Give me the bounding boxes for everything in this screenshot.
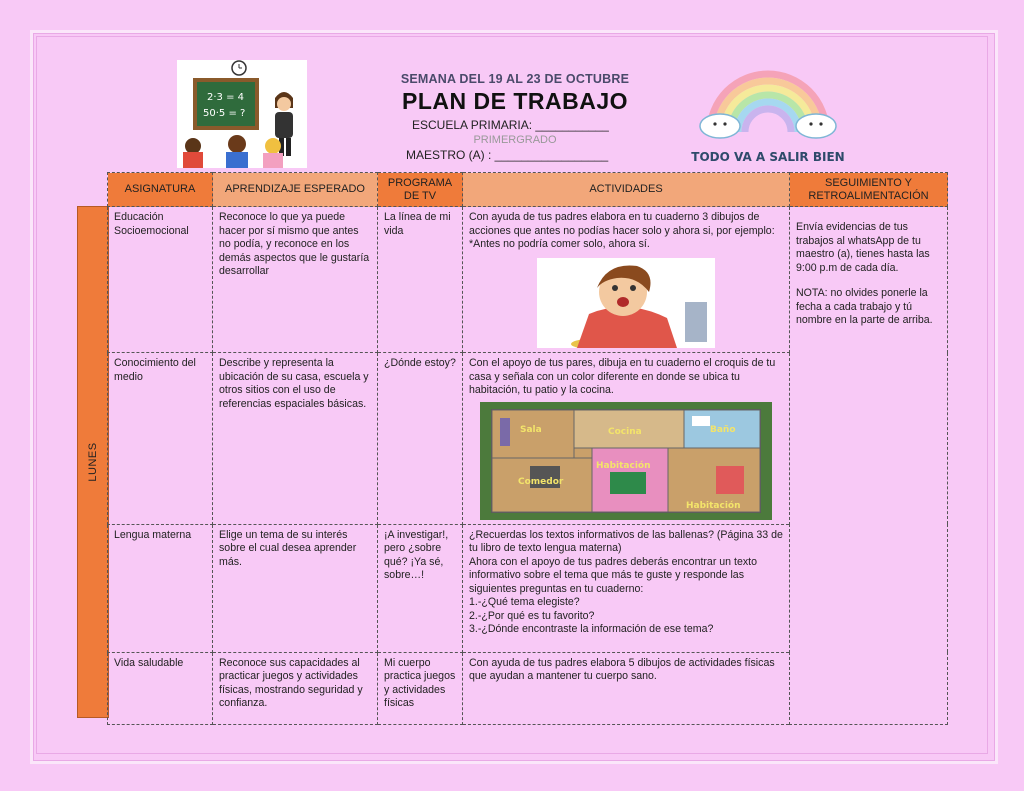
question-3: 3.-¿Dónde encontraste la información de ese tema? [469, 623, 714, 635]
header-subject: ASIGNATURA [108, 173, 213, 207]
learning-cell: Elige un tema de su interés sobre el cual desea aprender más. [213, 524, 378, 652]
activity-cell [463, 353, 790, 525]
followup-note: NOTA: no olvides ponerle la fecha a cada trabajo y tú nombre en la parte de arriba. [796, 287, 933, 326]
header-activities: ACTIVIDADES [463, 173, 790, 207]
house-floorplan [480, 402, 772, 520]
followup-cell [790, 207, 948, 725]
plan-table [107, 172, 948, 725]
tv-cell: La línea de mi vida [378, 207, 463, 353]
learning-cell: Reconoce sus capacidades al practicar juegos y actividades físicas, mostrando seguridad y confianza. [213, 652, 378, 724]
school-field: ESCUELA PRIMARIA: ___________ [412, 118, 609, 132]
subject-cell: Educación Socioemocional [108, 207, 213, 353]
page-title: PLAN DE TRABAJO [401, 88, 628, 114]
tv-cell: ¡A investigar!, pero ¿sobre qué? ¡Ya sé, sobre…! [378, 524, 463, 652]
activity-cell [463, 652, 790, 724]
header-tv: PROGRAMA DE TV [378, 173, 463, 207]
board-line-1: 2·3 = 4 [207, 92, 245, 103]
grade-label: PRIMERGRADO [473, 134, 557, 146]
rainbow-logo [688, 60, 848, 168]
teacher-field: MAESTRO (A) : _________________ [406, 148, 609, 162]
day-sidebar [77, 206, 109, 718]
logo-text: TODO VA A SALIR BIEN [691, 150, 845, 164]
tv-cell: ¿Dónde estoy? [378, 353, 463, 525]
activity-text: ¿Recuerdas los textos informativos de las ballenas? (Página 33 de tu libro de texto lengua materna) [469, 528, 783, 554]
classroom-illustration [177, 60, 307, 168]
header-learning: APRENDIZAJE ESPERADO [213, 173, 378, 207]
room-label: Baño [710, 424, 736, 435]
document-header [380, 72, 650, 162]
activity-cell [463, 524, 790, 652]
room-label: Comedor [518, 476, 564, 487]
question-2: 2.-¿Por qué es tu favorito? [469, 609, 595, 622]
header-followup: SEGUIMIENTO Y RETROALIMENTACIÓN [790, 173, 948, 207]
activity-text: Con ayuda de tus padres elabora en tu cuaderno 3 dibujos de acciones que antes no podías hacer solo y ahora si, por ejemplo: [469, 211, 775, 237]
subject-cell: Conocimiento del medio [108, 353, 213, 525]
activity-cell [463, 207, 790, 353]
table-row [108, 207, 948, 353]
subject-cell: Vida saludable [108, 652, 213, 724]
activity-example: *Antes no podría comer solo, ahora sí. [469, 238, 650, 250]
room-label: Sala [520, 424, 542, 435]
day-label: LUNES [87, 442, 99, 482]
room-label: Habitación [686, 500, 741, 511]
activity-text: Con ayuda de tus padres elabora 5 dibujos de actividades físicas que ayudan a mantener tu cuerpo sano. [469, 656, 775, 682]
question-1: 1.-¿Qué tema elegiste? [469, 596, 580, 608]
activity-instructions: Ahora con el apoyo de tus padres deberás encontrar un texto informativo sobre el tema que más te guste y responde las siguientes preguntas en tu cuaderno: [469, 555, 757, 595]
learning-cell: Describe y representa la ubicación de su casa, escuela y otros sitios con el uso de referencias espaciales básicas. [213, 353, 378, 525]
week-label: SEMANA DEL 19 AL 23 DE OCTUBRE [400, 72, 630, 86]
activity-text: Con el apoyo de tus pares, dibuja en tu cuaderno el croquis de tu casa y señala con un color diferente en donde se ubica tu habitación, tu patio y la cocina. [469, 357, 776, 396]
subject-cell: Lengua materna [108, 524, 213, 652]
followup-text: Envía evidencias de tus trabajos al whatsApp de tu maestro (a), tienes hasta las 9:00 p.m de cada día. [796, 221, 930, 274]
board-line-2: 50·5 = ? [203, 108, 246, 119]
tv-cell: Mi cuerpo practica juegos y actividades físicas [378, 652, 463, 724]
child-eating-illustration [537, 258, 715, 348]
room-label: Cocina [608, 426, 642, 437]
learning-cell: Reconoce lo que ya puede hacer por sí mismo que antes no podía, y reconoce en los demás aspectos que le gustaría desarrollar [213, 207, 378, 353]
table-header-row [108, 173, 948, 207]
room-label: Habitación [596, 460, 651, 471]
